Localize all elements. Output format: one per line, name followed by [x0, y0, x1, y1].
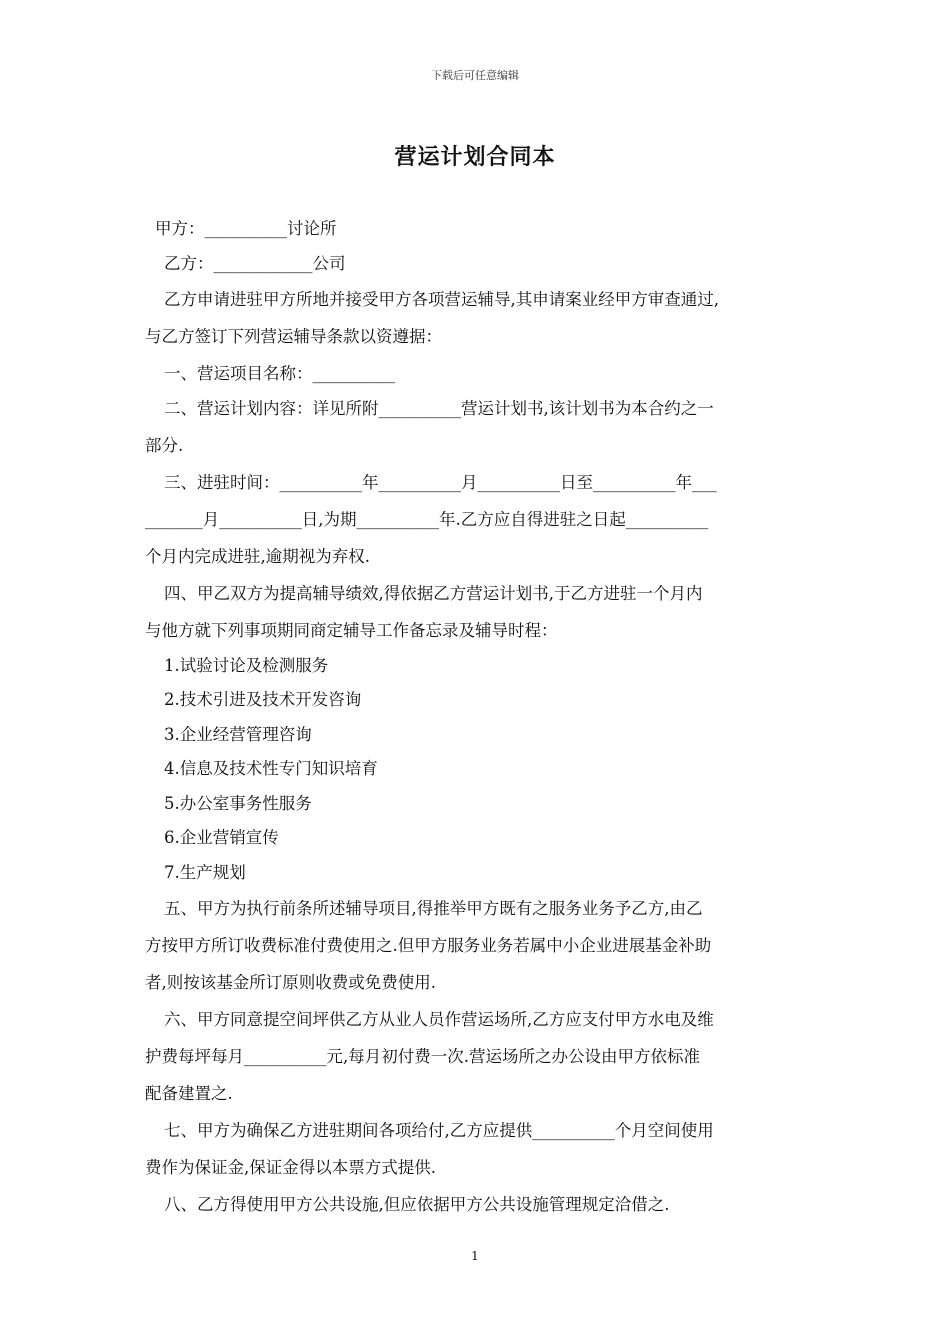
list-item: 7.生产规划 [164, 862, 246, 882]
list-item: 1.试验讨论及检测服务 [164, 655, 329, 675]
list-item: 5.办公室事务性服务 [164, 793, 312, 813]
paragraph-line: 部分. [145, 435, 184, 455]
clause-3-line: 三、进驻时间：__________年__________月__________日至__________年___ [164, 472, 717, 492]
clause-5-line: 五、甲方为执行前条所述辅导项目,得推举甲方既有之服务业务予乙方,由乙 [164, 899, 703, 918]
clause-7-line: 七、甲方为确保乙方进驻期间各项给付,乙方应提供__________个月空间使用 [164, 1121, 714, 1140]
page-number: 1 [471, 1249, 479, 1263]
clause-2-line: 二、营运计划内容：详见所附__________营运计划书,该计划书为本合约之一 [164, 399, 714, 418]
paragraph-line: 费作为保证金,保证金得以本票方式提供. [145, 1158, 436, 1177]
contract-body [145, 212, 810, 1223]
clause-6-line: 六、甲方同意提空间坪供乙方从业人员作营运场所,乙方应支付甲方水电及维 [164, 1010, 714, 1029]
paragraph-line: 与乙方签订下列营运辅导条款以资遵据： [145, 327, 442, 346]
paragraph-line: 护费每坪每月__________元,每月初付费一次.营运场所之办公设由甲方依标准 [145, 1047, 700, 1066]
clause-1-line: 一、营运项目名称：__________ [164, 364, 395, 383]
party-b-line: 乙方：____________公司 [164, 253, 346, 273]
list-item: 4.信息及技术性专门知识培育 [164, 759, 378, 778]
paragraph-line: 者,则按该基金所订原则收费或免费使用. [145, 973, 436, 992]
paragraph-line: 乙方申请进驻甲方所地并接受甲方各项营运辅导,其申请案业经甲方审查通过, [164, 290, 719, 309]
list-item: 3.企业经营管理咨询 [164, 724, 312, 744]
clause-8-line: 八、乙方得使用甲方公共设施,但应依据甲方公共设施管理规定洽借之. [164, 1195, 670, 1214]
paragraph-line: _______月__________日,为期__________年.乙方应自得进驻之日起__________ [145, 509, 709, 529]
party-a-line: 甲方：__________讨论所 [155, 219, 337, 238]
paragraph-line: 个月内完成进驻,逾期视为弃权. [145, 546, 370, 566]
document-title: 营运计划合同本 [394, 144, 556, 170]
paragraph-line: 配备建置之. [145, 1084, 233, 1103]
paragraph-line: 与他方就下列事项期同商定辅导工作备忘录及辅导时程： [145, 620, 558, 640]
header-note: 下载后可任意编辑 [431, 69, 519, 82]
list-item: 2.技术引进及技术开发咨询 [164, 690, 362, 709]
clause-4-line: 四、甲乙双方为提高辅导绩效,得依据乙方营运计划书,于乙方进驻一个月内 [164, 583, 703, 603]
list-item: 6.企业营销宣传 [164, 828, 279, 847]
paragraph-line: 方按甲方所订收费标准付费使用之.但甲方服务业务若属中小企业进展基金补助 [145, 936, 712, 955]
